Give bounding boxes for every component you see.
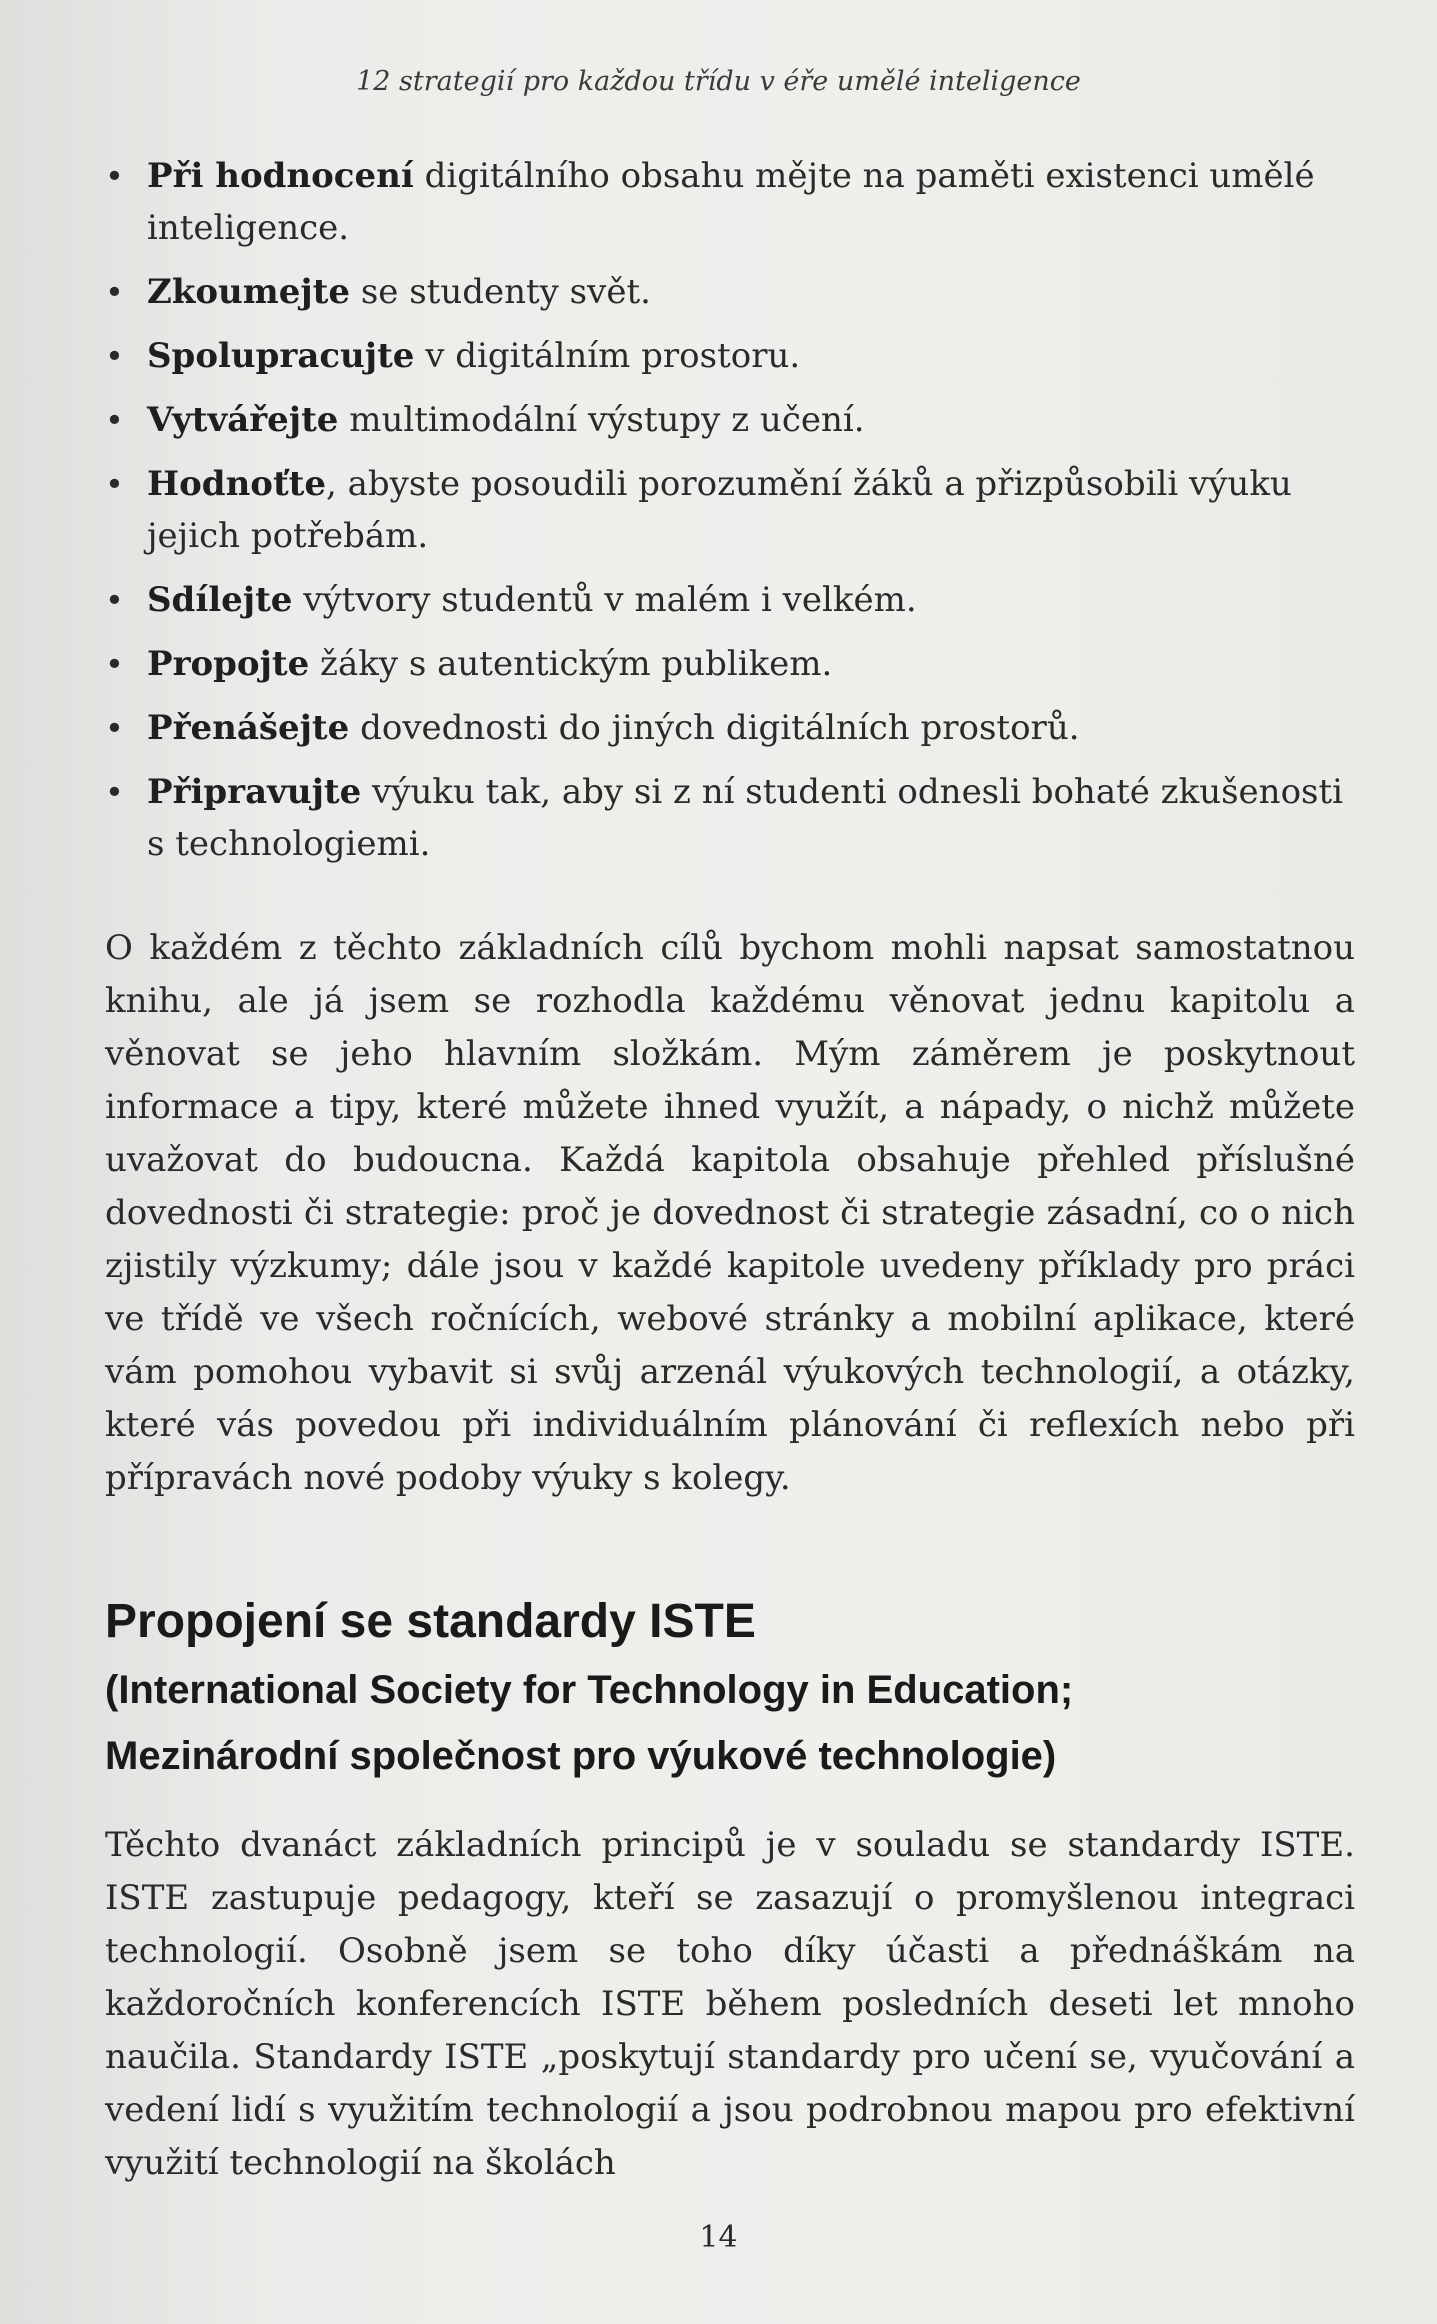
chapter-overview-paragraph: O každém z těchto základních cílů bychom mohli napsat samostatnou knihu, ale já jsem se rozhodla každému věnovat jednu kapitolu a věnovat se jeho hlavním složkám. Mým záměrem je poskytnout informace a tipy, které můžete ihned využít, a nápady, o nichž můžete uvažovat do budoucna. Každá kapitola obsahuje přehled příslušné dovednosti či strategie: proč je dovednost či strategie zásadní, co o nich zjistily výzkumy; dále jsou v každé kapitole uvedeny příklady pro práci ve třídě ve všech ročnících, webové stránky a mobilní aplikace, které vám pomohou vybavit si svůj arzenál výukových technologií, a otázky, které vás povedou při individuálním plánování či reflexích nebo při přípravách nové podoby výuky s kolegy. [105, 928, 1355, 1498]
list-item-text: se studenty svět. [350, 272, 651, 312]
list-item-keyword: Při hodnocení [147, 156, 414, 196]
list-item [105, 458, 1355, 562]
bullet-icon: • [105, 709, 124, 747]
iste-paragraph: Těchto dvanáct základních principů je v souladu se standardy ISTE. ISTE zastupuje pedagogy, kteří se zasazují o promyšlenou integraci technologií. Osobně jsem se toho díky účasti a přednáškám na každoročních konferencích ISTE během posledních deseti let mnoho naučila. Standardy ISTE „poskytují standardy pro učení se, vyučování a vedení lidí s využitím technologií a jsou podrobnou mapou pro efektivní využití technologií na školách [105, 1825, 1355, 2183]
page-number: 14 [699, 2220, 738, 2255]
running-header: 12 strategií pro každou třídu v éře umělé inteligence [356, 66, 1081, 97]
section-heading-subtitle-2: Mezinárodní společnost pro výukové technologie) [105, 1734, 1057, 1778]
list-item-keyword: Sdílejte [147, 580, 293, 620]
list-item-text: digitálního obsahu mějte na paměti existenci umělé inteligence. [147, 156, 1315, 248]
list-item-text: výuku tak, aby si z ní studenti odnesli bohaté zkušenosti s technologiemi. [147, 772, 1344, 864]
bullet-icon: • [105, 273, 124, 311]
bullet-icon: • [105, 645, 124, 683]
list-item [105, 702, 1355, 754]
list-item-keyword: Zkoumejte [147, 272, 351, 312]
list-item [105, 574, 1355, 626]
list-item-text: žáky s autentickým publikem. [309, 644, 833, 684]
list-item [105, 766, 1355, 870]
list-item-text: dovednosti do jiných digitálních prostorů. [349, 708, 1080, 748]
list-item [105, 150, 1355, 254]
list-item [105, 638, 1355, 690]
list-item-text: multimodální výstupy z učení. [338, 400, 865, 440]
list-item-keyword: Hodnoťte [147, 464, 327, 504]
list-item-keyword: Spolupracujte [147, 336, 415, 376]
section-heading-title: Propojení se standardy ISTE [105, 1595, 756, 1648]
list-item-keyword: Přenášejte [147, 708, 350, 748]
list-item [105, 394, 1355, 446]
list-item-text: , abyste posoudili porozumění žáků a přizpůsobili výuku jejich potřebám. [147, 464, 1292, 556]
list-item-keyword: Propojte [147, 644, 310, 684]
section-heading [105, 1587, 1355, 1789]
bullet-icon: • [105, 773, 124, 811]
list-item-text: v digitálním prostoru. [414, 336, 801, 376]
list-item-keyword: Vytvářejte [147, 400, 339, 440]
bullet-icon: • [105, 581, 124, 619]
strategy-list [105, 150, 1355, 870]
list-item-text: výtvory studentů v malém i velkém. [292, 580, 917, 620]
page-content [105, 150, 1355, 2190]
bullet-icon: • [105, 401, 124, 439]
list-item [105, 330, 1355, 382]
bullet-icon: • [105, 157, 124, 195]
bullet-icon: • [105, 337, 124, 375]
list-item-keyword: Připravujte [147, 772, 362, 812]
section-heading-subtitle-1: (International Society for Technology in Education; [105, 1668, 1074, 1712]
bullet-icon: • [105, 465, 124, 503]
list-item [105, 266, 1355, 318]
